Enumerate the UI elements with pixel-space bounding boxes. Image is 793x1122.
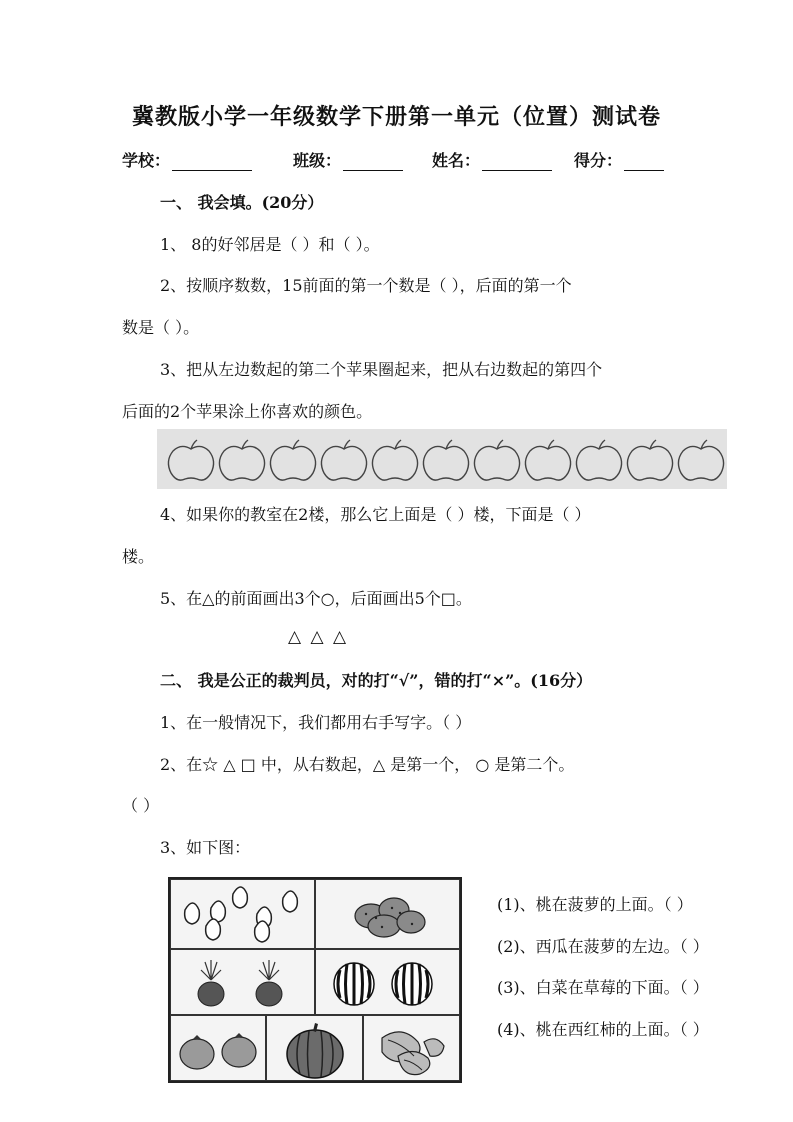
pineapple-illustration bbox=[171, 950, 316, 1016]
s2-question-3: 3、如下图： bbox=[160, 838, 251, 857]
apple-row-svg bbox=[157, 429, 727, 489]
s1-question-2-line2: 数是（ ）。 bbox=[122, 318, 200, 337]
s2-question-2-line1: 2、在☆ △ □ 中，从右数起，△ 是第一个， ○ 是第二个。 bbox=[160, 755, 575, 774]
school-field[interactable] bbox=[122, 148, 252, 171]
peach-illustration bbox=[171, 880, 316, 950]
name-field[interactable] bbox=[432, 148, 552, 171]
s2-question-1: 1、在一般情况下，我们都用右手写字。（ ） bbox=[160, 713, 472, 732]
apple-outline[interactable] bbox=[270, 446, 315, 480]
s1-question-5: 5、在△的前面画出3个○，后面画出5个□。 bbox=[160, 589, 472, 608]
tomato-illustration bbox=[171, 1016, 267, 1082]
s1-question-4-line1: 4、如果你的教室在2楼，那么它上面是（ ）楼，下面是（ ） bbox=[160, 505, 591, 524]
s1-question-3-line2: 后面的2个苹果涂上你喜欢的颜色。 bbox=[122, 402, 373, 421]
pumpkin-illustration bbox=[267, 1016, 364, 1082]
statement-2: (2)、西瓜在菠萝的左边。（ ） bbox=[497, 937, 709, 956]
statement-3: (3)、白菜在草莓的下面。（ ） bbox=[497, 978, 709, 997]
section1-heading: 一、 我会填。(20分） bbox=[160, 193, 324, 212]
s1-question-4-line2: 楼。 bbox=[122, 547, 155, 566]
score-field[interactable] bbox=[574, 148, 664, 171]
strawberry-cell bbox=[315, 879, 460, 949]
apple-outline[interactable] bbox=[525, 446, 570, 480]
cabbage-cell bbox=[363, 1015, 460, 1081]
apple-row bbox=[157, 429, 727, 489]
school-blank[interactable] bbox=[172, 170, 252, 171]
apple-outline[interactable] bbox=[321, 446, 366, 480]
pumpkin-cell bbox=[266, 1015, 363, 1081]
apple-outline[interactable] bbox=[576, 446, 621, 480]
tomato-cell bbox=[170, 1015, 266, 1081]
statement-4: (4)、桃在西红柿的上面。（ ） bbox=[497, 1020, 709, 1039]
class-label: 班级： bbox=[293, 151, 342, 170]
s1-question-1: 1、 8的好邻居是（ ）和（ ）。 bbox=[160, 235, 380, 254]
triangle-row: △ △ △ bbox=[288, 627, 349, 647]
class-field[interactable] bbox=[293, 148, 403, 171]
position-picture-grid bbox=[168, 877, 462, 1083]
page-title: 冀教版小学一年级数学下册第一单元（位置）测试卷 bbox=[131, 104, 661, 130]
watermelon-cell bbox=[315, 949, 460, 1015]
section2-heading: 二、 我是公正的裁判员，对的打“√”，错的打“×”。(16分） bbox=[160, 671, 593, 690]
score-blank[interactable] bbox=[624, 170, 664, 171]
apple-outline[interactable] bbox=[678, 446, 723, 480]
s1-question-2-line1: 2、按顺序数数，15前面的第一个数是（ ），后面的第一个 bbox=[160, 276, 572, 295]
score-label: 得分： bbox=[574, 151, 623, 170]
pineapple-cell bbox=[170, 949, 315, 1015]
apple-outline[interactable] bbox=[474, 446, 519, 480]
apple-outline[interactable] bbox=[627, 446, 672, 480]
class-blank[interactable] bbox=[343, 170, 403, 171]
cabbage-illustration bbox=[364, 1016, 461, 1082]
name-blank[interactable] bbox=[482, 170, 552, 171]
name-label: 姓名： bbox=[432, 151, 481, 170]
apple-outline[interactable] bbox=[219, 446, 264, 480]
s1-question-3-line1: 3、把从左边数起的第二个苹果圈起来，把从右边数起的第四个 bbox=[160, 360, 603, 379]
apple-outline[interactable] bbox=[423, 446, 468, 480]
s2-question-2-line2: （ ） bbox=[122, 796, 160, 815]
strawberry-illustration bbox=[316, 880, 461, 950]
apple-outline[interactable] bbox=[168, 446, 213, 480]
statement-1: (1)、桃在菠萝的上面。（ ） bbox=[497, 895, 693, 914]
apple-outline[interactable] bbox=[372, 446, 417, 480]
school-label: 学校： bbox=[122, 151, 171, 170]
watermelon-illustration bbox=[316, 950, 461, 1016]
peach-cell bbox=[170, 879, 315, 949]
